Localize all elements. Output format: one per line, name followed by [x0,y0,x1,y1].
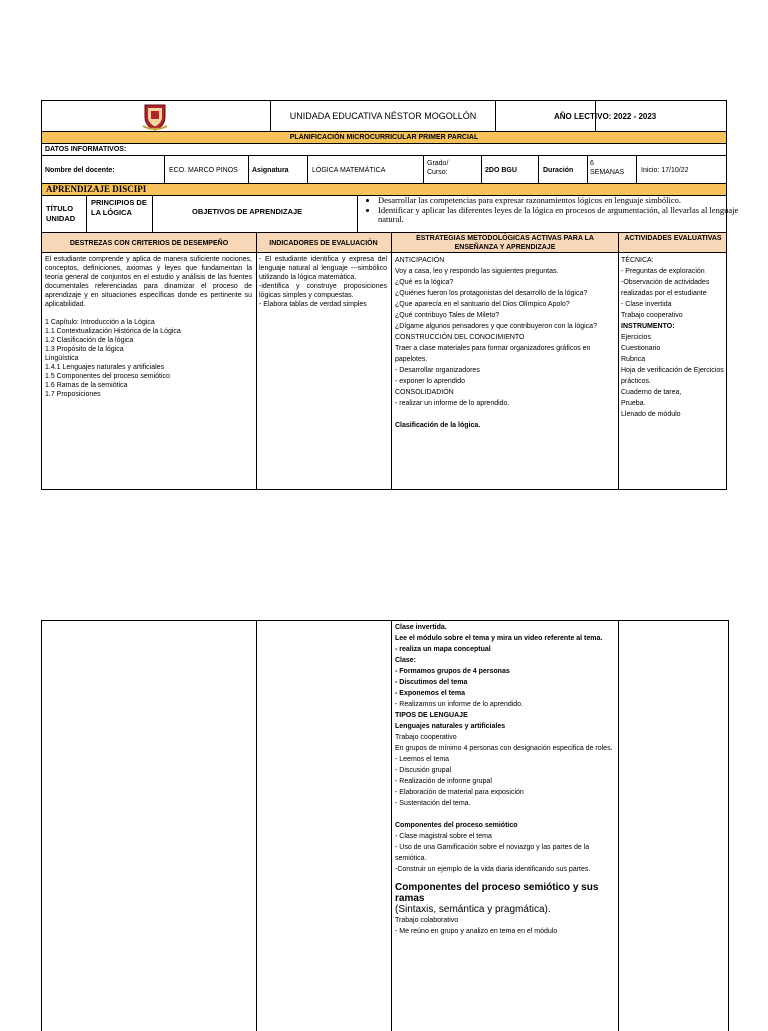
school-year: AÑO LECTIVO: 2022 - 2023 [554,112,657,121]
actividad-line: - Clase invertida [621,301,672,308]
estrategia-line: - realiza un mapa conceptual [395,646,491,653]
destreza-item: 1.3 Propósito de la lógica [45,346,124,353]
page2-tail-item: - Me reúno en grupo y analizo en tema en el módulo [395,928,558,935]
info-row [41,155,727,184]
estrategia-line: ¿Qué contribuyo Tales de Mileto? [395,312,500,319]
col-destrezas: DESTREZAS CON CRITERIOS DE DESEMPEÑO [69,240,229,247]
estrategia-line: - Exponemos el tema [395,690,466,697]
destreza-item: 1.4.1 Lenguajes naturales y artificiales [45,364,165,371]
estrategia-line: - exponer lo aprendido [395,378,466,385]
destreza-item: 1 Capítulo: Introducción a la Lógica [45,319,155,326]
school-year-cell [495,100,727,132]
estrategia-line: - Clase magistral sobre el tema [395,833,492,840]
objetivos-list [360,196,746,225]
titulo-label: TÍTULO UNIDAD [46,204,76,223]
institution-name: UNIDADA EDUCATIVA NÉSTOR MOGOLLÓN [289,111,477,121]
estrategia-line: -Construir un ejemplo de la vida diaria identificando sus partes. [395,866,591,873]
destrezas-paragraph: El estudiante comprende y aplica de manera suficiente nociones, conceptos, definiciones, axiomas y leyes que fundamentan la teoría general de conjuntos en el estudio y análisis de las fuentes documentales referenciadas para dinamizar el proceso de aprendizaje y en situaciones específicas donde es pertinente su aplicabilidad. [45,256,252,308]
indicador-item: -identifica y construye proposiciones lógicas simples y compuestas. [259,283,387,299]
destreza-item: Lingüística [45,355,79,362]
actividad-line: TÉCNICA: [621,257,654,264]
actividad-line: Cuestionario [621,345,661,352]
estrategia-line [395,409,615,420]
estrategia-line: ANTICIPACIÓN [395,257,445,264]
indicador-item: - El estudiante identifica y expresa del lenguaje natural al lenguaje ---simbólico utilizando la lógica matemática. [259,256,387,281]
estrategia-line: CONSOLIDADIÓN [395,389,454,396]
semiotic-branches-heading: Componentes del proceso semiótico y sus ramas [395,882,599,904]
destreza-item: 1.2 Clasificación de la lógica [45,337,134,344]
semiotic-branches-subtitle: (Sintaxis, semántica y pragmática). [395,904,551,915]
actividad-line: Prueba. [621,400,646,407]
destreza-item: 1.7 Proposiciones [45,391,101,398]
estrategia-line: Lee el módulo sobre el tema y mira un video referente al tema. [395,635,603,642]
estrategia-line: - realizar un informe de lo aprendido. [395,400,510,407]
indicadores-cell [259,255,387,309]
logo-cell [41,100,271,132]
unit-row [41,195,739,233]
inicio-date: Inicio: 17/10/22 [641,167,689,174]
estrategia-line: - Formamos grupos de 4 personas [395,668,510,675]
estrategia-line: TIPOS DE LENGUAJE [395,712,468,719]
actividad-line: INSTRUMENTO: [621,323,675,330]
estrategia-line: En grupos de mínimo 4 personas con designación especifica de roles. [395,745,613,752]
estrategia-line: Trabajo cooperativo [395,734,457,741]
actividad-line: Trabajo cooperativo [621,312,683,319]
actividad-line: -Observación de actividades realizadas por el estudiante [621,279,710,297]
column-headers [41,232,727,253]
indicador-item: - Elabora tablas de verdad simples [259,301,367,308]
estrategia-line: Clasificación de la lógica. [395,422,481,429]
actividad-line: Hoja de verificación de Ejercicios prácticos. [621,367,724,385]
institution-cell [270,100,496,132]
estrategia-line: Clase invertida. [395,624,447,631]
actividad-line: Llenado de módulo [621,411,681,418]
grado-label: Grado/ Curso: [427,160,449,176]
estrategia-line: ¿Que aparecía en el santuario del Dios Olímpico Apolo? [395,301,570,308]
estrategias-cell [395,255,615,431]
actividad-line: Rubrica [621,356,646,363]
actividad-line: Cuaderno de tarea, [621,389,682,396]
planning-table [41,100,739,490]
objetivo-item: • Desarrollar las competencias para expresar razonamientos lógicos en lenguaje simbólico. [378,196,746,206]
estrategia-line: ¿Quiénes fueron los protagonistas del desarrollo de la lógica? [395,290,588,297]
estrategia-line: - Discutimos del tema [395,679,468,686]
plan-title: PLANIFICACIÓN MICROCURRICULAR PRIMER PARCIAL [289,134,479,141]
estrategia-line: - Leemos el tema [395,756,450,763]
estrategia-line: - Sustentación del tema. [395,800,471,807]
destreza-item: 1.6 Ramas de la semiótica [45,382,128,389]
estrategia-line: - Uso de una Gamificación sobre el noviazgo y las partes de la semiótica. [395,844,590,862]
asignatura-value: LÓGICA MATEMÁTICA [312,167,386,174]
actividad-line: Ejercicios [621,334,651,341]
destreza-item: 1.1 Contextualización Histórica de la Lógica [45,328,181,335]
duracion-label: Duración [543,167,574,174]
duracion-value: 6 SEMANAS [590,160,625,176]
destrezas-items [45,318,252,399]
estrategia-line: Componentes del proceso semiótico [395,822,518,829]
destreza-item: 1.5 Componentes del proceso semiótico [45,373,170,380]
estrategia-line: - Discusión grupal [395,767,452,774]
estrategia-line: ¿Qué es la lógica? [395,279,454,286]
school-crest-icon [140,102,170,132]
estrategia-line: - Elaboración de material para exposición [395,789,524,796]
estrategia-line: Lenguajes naturales y artificiales [395,723,506,730]
aprendizaje-label: APRENDIZAJE DISCIPI [46,184,147,194]
destrezas-cell [45,255,252,399]
col-estrategias: ESTRATEGIAS METODOLÓGICAS ACTIVAS PARA LA ENSEÑANZA Y APRENDIZAJE [416,235,594,251]
body-row [41,252,727,490]
planning-table-continued [41,620,729,1031]
actividad-line: - Preguntas de exploración [621,268,705,275]
col-indicadores: INDICADORES DE EVALUACIÓN [269,240,378,247]
estrategia-line: Traer a clase materiales para formar organizadores gráficos en papelotes. [395,345,591,363]
docente-label: Nombre del docente: [45,167,115,174]
estrategia-line: ¿Dígame algunos pensadores y que contribuyeron con la lógica? [395,323,597,330]
page2-tail-item: Trabajo colaborativo [395,917,459,924]
estrategia-line: - Realizamos un informe de lo aprendido. [395,701,524,708]
estrategia-line: Clase: [395,657,417,664]
col-actividades: ACTIVIDADES EVALUATIVAS [624,235,722,242]
grado-value: 2DO BGU [485,167,517,174]
estrategia-line: - Realización de informe grupal [395,778,492,785]
estrategia-line: CONSTRUCCIÓN DEL CONOCIMIENTO [395,334,525,341]
objetivos-label: OBJETIVOS DE APRENDIZAJE [192,207,303,216]
actividades-cell [621,255,726,420]
docente-value: ECO. MARCO PINOS [169,167,238,174]
asignatura-label: Asignatura [252,167,289,174]
continued-estrategias-cell [395,622,615,937]
datos-label: DATOS INFORMATIVOS: [45,146,127,153]
estrategia-line [395,809,615,820]
titulo-value: PRINCIPIOS DE LA LÓGICA [91,198,147,217]
estrategia-line: Voy a casa, leo y respondo las siguientes preguntas. [395,268,559,275]
objetivo-item: • Identificar y aplicar las diferentes leyes de la lógica en procesos de argumentación, al llevarlas al lenguaje natural. [378,206,746,225]
page2-list [395,622,615,875]
estrategia-line: - Desarrollar organizadores [395,367,480,374]
